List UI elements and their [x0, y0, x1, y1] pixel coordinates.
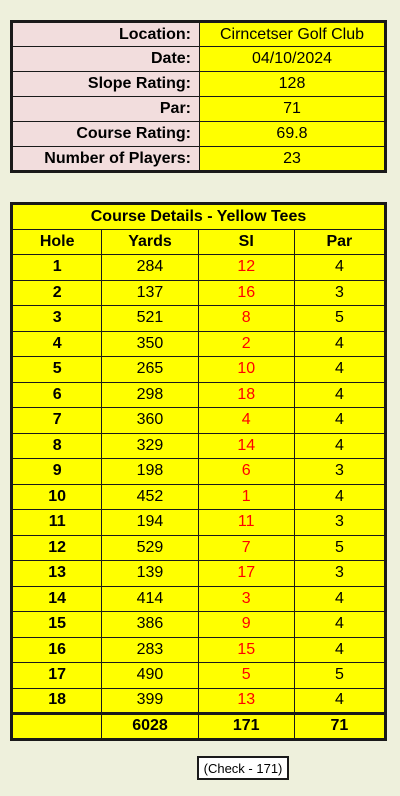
cell-yards[interactable]: 139 [102, 561, 198, 587]
cell-yards[interactable]: 414 [102, 586, 198, 612]
cell-par[interactable]: 4 [294, 612, 385, 638]
cell-hole: 11 [12, 510, 102, 536]
cell-yards[interactable]: 360 [102, 408, 198, 434]
table-row [12, 357, 386, 383]
header-par: Par [294, 229, 385, 255]
cell-par[interactable]: 3 [294, 561, 385, 587]
cell-hole: 13 [12, 561, 102, 587]
cell-si[interactable]: 10 [198, 357, 294, 383]
info-row-date [12, 47, 386, 72]
info-label: Number of Players: [12, 147, 200, 172]
cell-si[interactable]: 14 [198, 433, 294, 459]
info-row-number-of-players [12, 147, 386, 172]
total-yards: 6028 [102, 714, 198, 740]
info-value[interactable]: 71 [200, 97, 386, 122]
cell-yards[interactable]: 298 [102, 382, 198, 408]
table-row [12, 535, 386, 561]
table-row [12, 408, 386, 434]
table-row [12, 586, 386, 612]
info-label: Course Rating: [12, 122, 200, 147]
cell-hole: 3 [12, 306, 102, 332]
header-hole: Hole [12, 229, 102, 255]
course-title-row [12, 204, 386, 230]
header-yards: Yards [102, 229, 198, 255]
cell-yards[interactable]: 137 [102, 280, 198, 306]
info-label: Location: [12, 22, 200, 47]
cell-si[interactable]: 3 [198, 586, 294, 612]
cell-si[interactable]: 17 [198, 561, 294, 587]
course-title: Course Details - Yellow Tees [12, 204, 386, 230]
cell-yards[interactable]: 529 [102, 535, 198, 561]
cell-par[interactable]: 3 [294, 280, 385, 306]
cell-si[interactable]: 12 [198, 255, 294, 281]
cell-si[interactable]: 4 [198, 408, 294, 434]
info-row-course-rating [12, 122, 386, 147]
table-row [12, 382, 386, 408]
info-label: Date: [12, 47, 200, 72]
cell-par[interactable]: 4 [294, 688, 385, 714]
cell-hole: 15 [12, 612, 102, 638]
cell-hole: 16 [12, 637, 102, 663]
cell-par[interactable]: 3 [294, 459, 385, 485]
cell-hole: 2 [12, 280, 102, 306]
table-row [12, 688, 386, 714]
total-si: 171 [198, 714, 294, 740]
table-row [12, 255, 386, 281]
info-label: Slope Rating: [12, 72, 200, 97]
cell-hole: 18 [12, 688, 102, 714]
total-par: 71 [294, 714, 385, 740]
cell-yards[interactable]: 198 [102, 459, 198, 485]
cell-hole: 7 [12, 408, 102, 434]
cell-yards[interactable]: 386 [102, 612, 198, 638]
cell-hole: 17 [12, 663, 102, 689]
cell-si[interactable]: 7 [198, 535, 294, 561]
table-row [12, 306, 386, 332]
cell-hole: 6 [12, 382, 102, 408]
table-row [12, 663, 386, 689]
cell-yards[interactable]: 350 [102, 331, 198, 357]
table-row [12, 433, 386, 459]
info-value[interactable]: Cirncetser Golf Club [200, 22, 386, 47]
cell-par[interactable]: 4 [294, 408, 385, 434]
cell-yards[interactable]: 329 [102, 433, 198, 459]
table-row [12, 561, 386, 587]
cell-par[interactable]: 4 [294, 484, 385, 510]
cell-hole: 5 [12, 357, 102, 383]
cell-hole: 9 [12, 459, 102, 485]
cell-si[interactable]: 5 [198, 663, 294, 689]
totals-row [12, 714, 386, 740]
cell-yards[interactable]: 284 [102, 255, 198, 281]
course-info-table [10, 20, 387, 173]
course-details-table [10, 202, 387, 741]
cell-hole: 14 [12, 586, 102, 612]
cell-hole: 10 [12, 484, 102, 510]
table-row [12, 612, 386, 638]
table-row [12, 331, 386, 357]
cell-yards[interactable]: 283 [102, 637, 198, 663]
info-row-par [12, 97, 386, 122]
cell-par[interactable]: 5 [294, 663, 385, 689]
cell-yards[interactable]: 194 [102, 510, 198, 536]
cell-par[interactable]: 4 [294, 586, 385, 612]
cell-yards[interactable]: 265 [102, 357, 198, 383]
info-value[interactable]: 128 [200, 72, 386, 97]
cell-yards[interactable]: 521 [102, 306, 198, 332]
header-si: SI [198, 229, 294, 255]
cell-par[interactable]: 4 [294, 331, 385, 357]
cell-par[interactable]: 4 [294, 357, 385, 383]
cell-si[interactable]: 11 [198, 510, 294, 536]
cell-si[interactable]: 8 [198, 306, 294, 332]
total-hole [12, 714, 102, 740]
info-value[interactable]: 04/10/2024 [200, 47, 386, 72]
cell-si[interactable]: 13 [198, 688, 294, 714]
cell-yards[interactable]: 452 [102, 484, 198, 510]
cell-par[interactable]: 4 [294, 255, 385, 281]
cell-yards[interactable]: 399 [102, 688, 198, 714]
table-row [12, 280, 386, 306]
cell-par[interactable]: 4 [294, 637, 385, 663]
table-row [12, 637, 386, 663]
cell-hole: 1 [12, 255, 102, 281]
info-row-location [12, 22, 386, 47]
info-row-slope-rating [12, 72, 386, 97]
cell-si[interactable]: 16 [198, 280, 294, 306]
cell-hole: 12 [12, 535, 102, 561]
table-row [12, 484, 386, 510]
cell-si[interactable]: 18 [198, 382, 294, 408]
cell-par[interactable]: 5 [294, 535, 385, 561]
cell-hole: 8 [12, 433, 102, 459]
table-row [12, 459, 386, 485]
info-value[interactable]: 23 [200, 147, 386, 172]
info-label: Par: [12, 97, 200, 122]
cell-par[interactable]: 3 [294, 510, 385, 536]
table-row [12, 510, 386, 536]
cell-yards[interactable]: 490 [102, 663, 198, 689]
cell-par[interactable]: 4 [294, 433, 385, 459]
cell-hole: 4 [12, 331, 102, 357]
cell-par[interactable]: 5 [294, 306, 385, 332]
cell-si[interactable]: 15 [198, 637, 294, 663]
info-value[interactable]: 69.8 [200, 122, 386, 147]
cell-si[interactable]: 2 [198, 331, 294, 357]
check-total-box: (Check - 171) [197, 756, 289, 780]
cell-si[interactable]: 1 [198, 484, 294, 510]
column-header-row [12, 229, 386, 255]
cell-si[interactable]: 9 [198, 612, 294, 638]
cell-si[interactable]: 6 [198, 459, 294, 485]
cell-par[interactable]: 4 [294, 382, 385, 408]
